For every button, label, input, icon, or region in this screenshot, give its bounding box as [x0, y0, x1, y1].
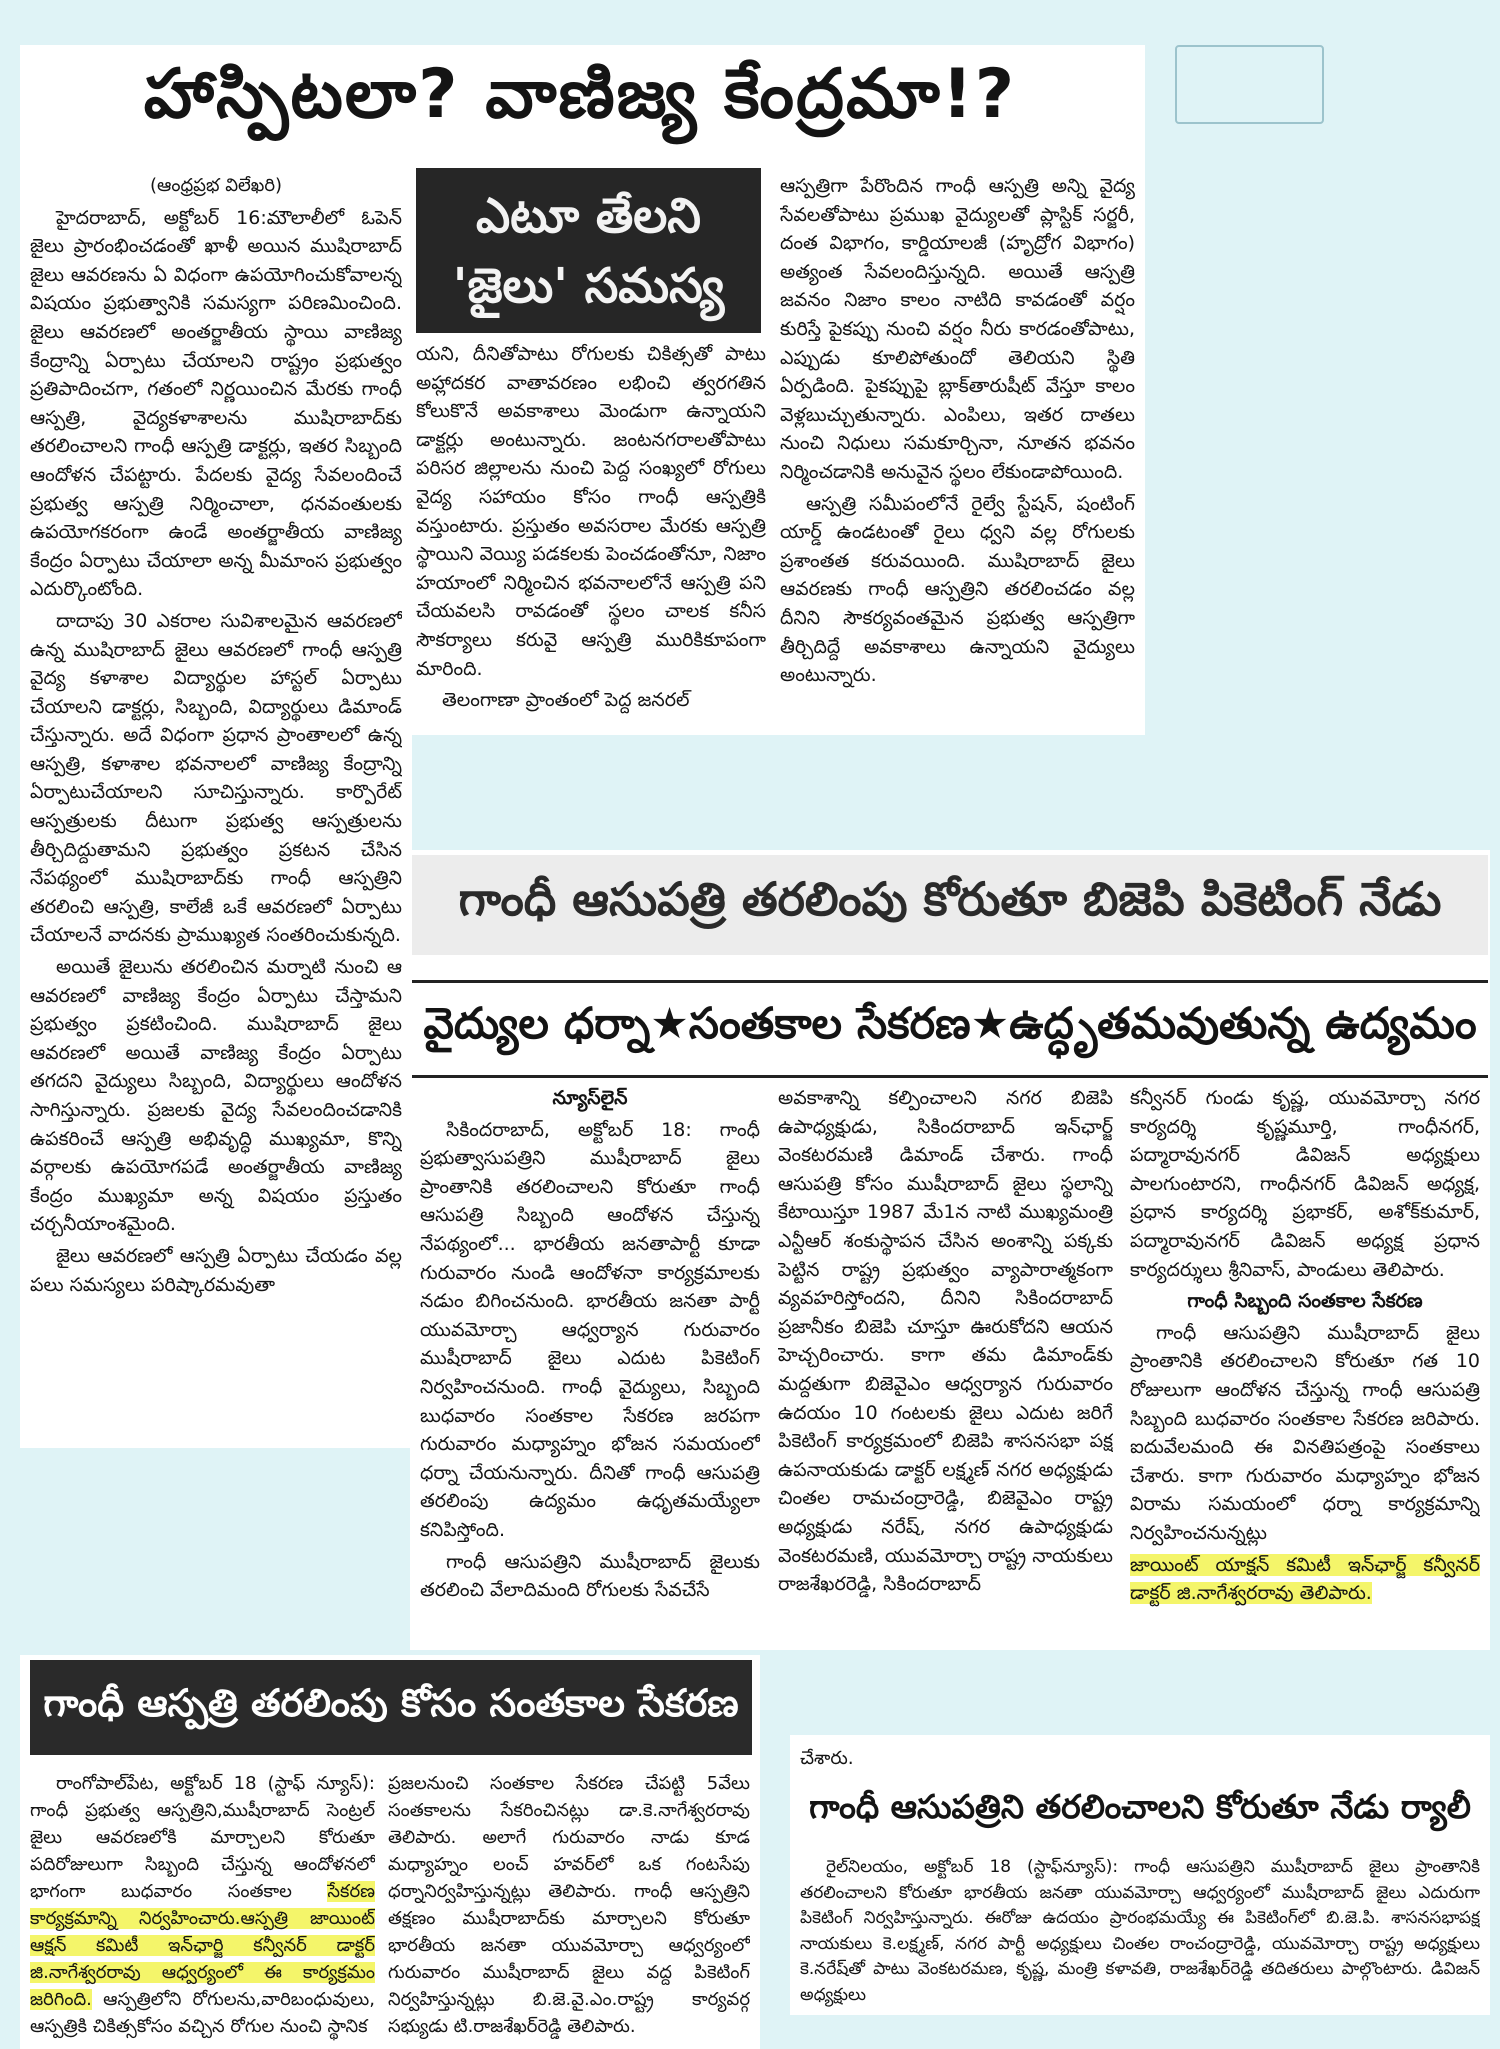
- article2-subheading: గాంధీ సిబ్బంది సంతకాల సేకరణ: [1187, 1290, 1423, 1313]
- stamp-box: [1175, 45, 1324, 124]
- highlighted-text: జాయింట్ యాక్షన్ కమిటీ ఇన్‌ఛార్జ్ కన్వీనర్ డాక్టర్ జి.నాగేశ్వరరావు తెలిపారు.: [1130, 1553, 1480, 1605]
- headline-text: గాంధీ ఆసుపత్రిని తరలించాలని కోరుతూ నేడు ర్యాలీ: [809, 1786, 1471, 1826]
- article4-top-fragment: చేశారు.: [800, 1748, 854, 1769]
- headline-signature-collection: [30, 1660, 752, 1755]
- article1-byline: (ఆంధ్రప్రభ విలేఖరి): [149, 175, 283, 196]
- article3-column1: [30, 1770, 375, 2049]
- article1-paragraph: తెలంగాణా ప్రాంతంలో పెద్ద జనరల్: [442, 689, 690, 712]
- article2-paragraph: అవకాశాన్ని కల్పించాలని నగర బిజెపి ఉపాధ్యక్షుడు, సికిందరాబాద్ ఇన్‌ఛార్జ్ వెంకటరమణి డిమాండ్ చేశారు. గాంధీ ఆసుపత్రి కోసం ముషీరాబాద్ జైలు స్థలాన్ని కేటాయిస్తూ 1987 మే1న నాటి ముఖ్యమంత్రి ఎన్టీఆర్ శంకుస్థాపన చేసిన అంశాన్ని పక్కకు పెట్టిన రాష్ట్ర ప్రభుత్వం వ్యాపారాత్మకంగా వ్యవహరిస్తోందని, దీనిని సికిందరాబాద్ ప్రజానీకం బిజెపి చూస్తూ ఊరుకోదని ఆయన హెచ్చరించారు. కాగా తమ డిమాండ్‌కు మద్దతుగా బిజెవైఎం ఆధ్వర్యాన గురువారం ఉదయం 10 గంటలకు జైలు ఎదుట జరిగే పికెటింగ్ కార్యక్రమంలో బిజెపి శాసనసభా పక్ష ఉపనాయకుడు డాక్టర్ లక్ష్మణ్ నగర అధ్యక్షుడు చింతల రామచంద్రారెడ్డి, బిజెవైఎం రాష్ట్ర అధ్యక్షుడు నరేష్, నగర ఉపాధ్యక్షుడు వెంకటరమణి, యువమోర్చా రాష్ట్ర నాయకులు రాజశేఖరరెడ్డి, సికిందరాబాద్: [778, 1087, 1113, 1596]
- headline-bjp-picketing: [412, 855, 1488, 955]
- headline-rally-today: [795, 1775, 1485, 1845]
- article3-column2: [388, 1770, 750, 2049]
- article4-paragraph: రైల్‌నిలయం, అక్టోబర్ 18 (స్టాఫ్‌న్యూస్): గాంధీ ఆసుపత్రిని ముషీరాబాద్ జైలు ప్రాంతానికి తరలించాలని కోరుతూ భారతీయ జనతా యువమోర్చా ఆధ్వర్యంలో ముషీరాబాద్ జైలు ఎదురుగా పికెటింగ్ నిర్వహిస్తున్నారు. ఈరోజు ఉదయం ప్రారంభమయ్యే ఈ పికెటింగ్‌లో బి.జె.పి. శాసనసభాపక్ష నాయకులు కె.లక్ష్మణ్, నగర పార్టీ అధ్యక్షులు చింతల రాంచంద్రారెడ్డి, యువమోర్చా రాష్ట్ర అధ్యక్షులు కె.నరేష్‌తో పాటు వెంకటరమణ, కృష్ణ, మంత్రి కళావతి, రాజశేఖర్‌రెడ్డి తదితరులు పాల్గొంటారు. డివిజన్ అధ్యక్షులు: [800, 1857, 1480, 2005]
- subheadline-doctors-dharna: [412, 980, 1488, 1078]
- article4-fragment: [800, 1745, 1100, 1775]
- article2-column1: [420, 1084, 760, 1644]
- sidebar-title-line2: 'జైలు' సమస్య: [452, 257, 725, 314]
- article1-column3: [780, 172, 1135, 717]
- article4-body: [800, 1855, 1480, 2010]
- article1-column2: [416, 340, 766, 725]
- article2-column2: [778, 1084, 1113, 1644]
- headline-text: గాంధీ ఆసుపత్రి తరలింపు కోరుతూ బిజెపి పికెటింగ్ నేడు: [458, 872, 1442, 926]
- article3-paragraph: [30, 1770, 375, 2040]
- headline-text: హాస్పిటలా? వాణిజ్య కేంద్రమా!?: [143, 55, 1017, 134]
- article3-text-b: ఆస్పత్రిలోని రోగులను,వారిబంధువులు, ఆస్పత్రికి చికిత్సకోసం వచ్చిన రోగుల నుంచి స్థానిక: [30, 1989, 375, 2037]
- article1-paragraph: ఆస్పత్రి సమీపంలోనే రైల్వే స్టేషన్, షంటింగ్ యార్డ్ ఉండటంతో రైలు ధ్వని వల్ల రోగులకు ప్రశాంతత కరువయింది. ముషిరాబాద్ జైలు ఆవరణకు గాంధీ ఆస్పత్రిని తరలించడం వల్ల దీనిని సౌకర్యవంతమైన ప్రభుత్వ ఆస్పత్రిగా తీర్చిదిద్దే అవకాశాలు ఉన్నాయని వైద్యులు అంటున్నారు.: [780, 492, 1135, 687]
- sidebar-title-box: [416, 168, 761, 333]
- article2-column3: [1130, 1084, 1480, 1644]
- headline-text: గాంధీ ఆస్పత్రి తరలింపు కోసం సంతకాల సేకరణ: [43, 1680, 739, 1725]
- sidebar-title-line1: ఎటూ తేలని: [475, 187, 702, 244]
- article1-paragraph: అయితే జైలును తరలించిన మర్నాటి నుంచి ఆ ఆవరణలో వాణిజ్య కేంద్రం ఏర్పాటు చేస్తామని ప్రభుత్వం ప్రకటించింది. ముషిరాబాద్ జైలు ఆవరణలో అయితే వాణిజ్య కేంద్రం ఏర్పాటు తగదని వైద్యులు సిబ్బంది, విద్యార్థులు ఆందోళన సాగిస్తున్నారు. ప్రజలకు వైద్య సేవలందించడానికి ఉపకరించే ఆస్పత్రి అభివృద్ధి ముఖ్యమా, కొన్ని వర్గాలకు ఉపయోగపడే అంతర్జాతీయ వాణిజ్య కేంద్రం ముఖ్యమా అన్న విషయం ప్రస్తుతం చర్చనీయాంశమైంది.: [30, 956, 402, 1236]
- article2-paragraph: గాంధీ ఆసుపత్రిని ముషీరాబాద్ జైలు ప్రాంతానికి తరలించాలని కోరుతూ గత 10 రోజులుగా ఆందోళన చేస్తున్న గాంధీ ఆసుపత్రి సిబ్బంది బుధవారం సంతకాల సేకరణ జరిపారు. ఐదువేలమంది ఈ వినతిపత్రంపై సంతకాలు చేశారు. కాగా గురువారం మధ్యాహ్నం భోజన విరామ సమయంలో ధర్నా కార్యక్రమాన్ని నిర్వహించనున్నట్లు: [1130, 1321, 1480, 1544]
- article2-paragraph: గాంధీ ఆసుపత్రిని ముషీరాబాద్ జైలుకు తరలించి వేలాదిమంది రోగులకు సేవచేసే: [420, 1550, 760, 1602]
- article1-column1: [30, 172, 402, 1442]
- article2-paragraph: సికిందరాబాద్, అక్టోబర్ 18: గాంధీ ప్రభుత్వాసుపత్రిని ముషీరాబాద్ జైలు ప్రాంతానికి తరలించాలని కోరుతూ గాంధీ ఆసుపత్రి సిబ్బంది ఆందోళన చేస్తున్న నేపథ్యంలో... భారతీయ జనతాపార్టీ కూడా గురువారం నుండి ఆందోళనా కార్యక్రమాలకు నడుం బిగించనుంది. భారతీయ జనతా పార్టీ యువమోర్చా ఆధ్వర్యాన గురువారం ముషీరాబాద్ జైలు ఎదుట పికెటింగ్ నిర్వహించనుంది. గాంధీ వైద్యులు, సిబ్బంది బుధవారం సంతకాల సేకరణ జరపగా గురువారం మధ్యాహ్నం భోజన సమయంలో ధర్నా చేయనున్నారు. దీనితో గాంధీ ఆసుపత్రి తరలింపు ఉద్యమం ఉధృతమయ్యేలా కనిపిస్తోంది.: [420, 1118, 760, 1541]
- article1-paragraph: దాదాపు 30 ఎకరాల సువిశాలమైన ఆవరణలో ఉన్న ముషిరాబాద్ జైలు ఆవరణలో గాంధీ ఆస్పత్రి వైద్య కళాశాల విద్యార్థుల హాస్టల్ ఏర్పాటు చేయాలని డాక్టర్లు, సిబ్బంది, విద్యార్థులు డిమాండ్ చేస్తున్నారు. అదే విధంగా ప్రధాన ప్రాంతాలలో ఉన్న ఆస్పత్రి, కళాశాల భవనాలలో వాణిజ్య కేంద్రాన్ని ఏర్పాటుచేయాలని సూచిస్తున్నారు. కార్పొరేట్ ఆస్పత్రులకు దీటుగా ప్రభుత్వ ఆస్పత్రులను తీర్చిదిద్దుతామని ప్రభుత్వం ప్రకటన చేసిన నేపథ్యంలో ముషిరాబాద్‌కు గాంధీ ఆస్పత్రిని తరలించి ఆస్పత్రి, కాలేజీ ఒకే ఆవరణలో ఏర్పాటు చేయాలనే వాదనకు ప్రాముఖ్యత సంతరించుకున్నది.: [30, 609, 402, 947]
- article1-paragraph: యని, దీనితోపాటు రోగులకు చికిత్సతో పాటు అహ్లాదకర వాతావరణం లభించి త్వరగతిన కోలుకొనే అవకాశాలు మెండుగా ఉన్నాయని డాక్టర్లు అంటున్నారు. జంటనగరాలతోపాటు పరిసర జిల్లాలను నుంచి పెద్ద సంఖ్యలో రోగులు వైద్య సహాయం కోసం గాంధీ ఆస్పత్రికి వస్తుంటారు. ప్రస్తుతం అవసరాల మేరకు ఆస్పత్రి స్థాయిని వెయ్యి పడకలకు పెంచడంతోనూ, నిజాం హయాంలో నిర్మించిన భవనాలలోనే ఆస్పత్రి పని చేయవలసి రావడంతో స్థలం చాలక కనీస సౌకర్యాలు కరువై ఆస్పత్రి మురికికూపంగా మారింది.: [416, 343, 766, 680]
- article3-paragraph: ప్రజలనుంచి సంతకాల సేకరణ చేపట్టి 5వేలు సంతకాలను సేకరించినట్లు డా.కె.నాగేశ్వరరావు తెలిపారు. అలాగే గురువారం నాడు కూడ మధ్యాహ్నం లంచ్ హవర్‌లో ఒక గంటసేపు ధర్నానిర్వహిస్తున్నట్లు తెలిపారు. గాంధీ ఆస్పత్రిని తక్షణం ముషీరాబాద్‌కు మార్చాలని కోరుతూ భారతీయ జనతా యువమోర్చా ఆధ్వర్యంలో గురువారం ముషీరాబాద్ జైలు వద్ద పికెటింగ్ నిర్వహిస్తున్నట్లు బి.జె.వై.ఎం.రాష్ట్ర కార్యవర్గ సభ్యుడు టి.రాజశేఖర్‌రెడ్డి తెలిపారు.: [388, 1773, 750, 2037]
- article2-byline: న్యూస్‌లైన్: [552, 1087, 628, 1109]
- article1-paragraph: జైలు ఆవరణలో ఆస్పత్రి ఏర్పాటు చేయడం వల్ల పలు సమస్యలు పరిష్కారమవుతా: [30, 1244, 402, 1296]
- article2-paragraph-highlighted: [1130, 1551, 1480, 1608]
- subheadline-text: వైద్యుల ధర్నా★సంతకాల సేకరణ★ఉద్ధృతమవుతున్న ఉద్యమం: [423, 999, 1477, 1049]
- headline-hospital-or-commerce: [30, 55, 1130, 150]
- article1-paragraph: ఆస్పత్రిగా పేరొందిన గాంధీ ఆస్పత్రి అన్ని వైద్య సేవలతోపాటు ప్రముఖ వైద్యులతో ప్లాస్టిక్ సర్జరీ, దంత విభాగం, కార్డియాలజీ (హృద్రోగ విభాగం) అత్యంత సేవలందిస్తున్నది. అయితే ఆస్పత్రి జవనం నిజాం కాలం నాటిది కావడంతో వర్షం కురిస్తే పైకప్పు నుంచి వర్షం నీరు కారడంతోపాటు, ఎప్పుడు కూలిపోతుందో తెలియని స్థితి ఏర్పడింది. పైకప్పుపై బ్లాక్‌తారుషీట్ వేస్తూ కాలం వెళ్లబుచ్చుతున్నారు. ఎంపిలు, ఇతర దాతలు నుంచి నిధులు సమకూర్చినా, నూతన భవనం నిర్మించడానికి అనువైన స్థలం లేకుండాపోయింది.: [780, 175, 1135, 483]
- article1-paragraph: హైదరాబాద్, అక్టోబర్ 16:మౌలాలీలో ఓపెన్ జైలు ప్రారంభించడంతో ఖాళీ అయిన ముషిరాబాద్ జైలు ఆవరణను ఏ విధంగా ఉపయోగించుకోవాలన్న విషయం ప్రభుత్వానికి సమస్యగా పరిణమించింది. జైలు ఆవరణలో అంతర్జాతీయ స్థాయి వాణిజ్య కేంద్రాన్ని ఏర్పాటు చేయాలని రాష్ట్రం ప్రభుత్వం ప్రతిపాదించగా, గతంలో నిర్ణయించిన మేరకు గాంధీ ఆస్పత్రి, వైద్యకళాశాలను ముషిరాబాద్‌కు తరలించాలని గాంధీ ఆస్పత్రి డాక్టర్లు, ఇతర సిబ్బంది ఆందోళన చేపట్టారు. పేదలకు వైద్య సేవలందించే ప్రభుత్వ ఆస్పత్రి నిర్మించాలా, ధనవంతులకు ఉపయోగకరంగా ఉండే అంతర్జాతీయ వాణిజ్య కేంద్రం ఏర్పాటు చేయాలా అన్న మీమాంస ప్రభుత్వం ఎదుర్కొంటోంది.: [30, 206, 402, 601]
- article3-text-a: రాంగోపాల్‌పేట, అక్టోబర్ 18 (స్టాఫ్ న్యూస్): గాంధీ ప్రభుత్వ ఆస్పత్రిని,ముషీరాబాద్ సెంట్రల్ జైలు ఆవరణలోకి మార్చాలని కోరుతూ పదిరోజులుగా సిబ్బంది చేస్తున్న ఆందోళనలో భాగంగా బుధవారం సంతకాల: [30, 1773, 375, 1902]
- article2-paragraph: కన్వీనర్ గుండు కృష్ణ, యువమోర్చా నగర కార్యదర్శి కృష్ణమూర్తి, గాంధీనగర్, పద్మారావునగర్ డివిజన్ అధ్యక్షులు పాలగుంటారని, గాంధీనగర్ డివిజన్ అధ్యక్ష, ప్రధాన కార్యదర్శి ప్రభాకర్, అశోక్‌కుమార్, పద్మారావునగర్ డివిజన్ అధ్యక్ష ప్రధాన కార్యదర్శులు శ్రీనివాస్, పాండులు తెలిపారు.: [1130, 1087, 1480, 1281]
- highlighted-text: సేకరణ కార్యక్రమాన్ని నిర్వహించారు.ఆస్పత్రి జాయింట్ ఆక్షన్ కమిటీ ఇన్‌ఛార్జి కన్వీనర్ డాక్టర్ జి.నాగేశ్వరరావు ఆధ్వర్యంలో ఈ కార్యక్రమం జరిగింది.: [30, 1881, 375, 2010]
